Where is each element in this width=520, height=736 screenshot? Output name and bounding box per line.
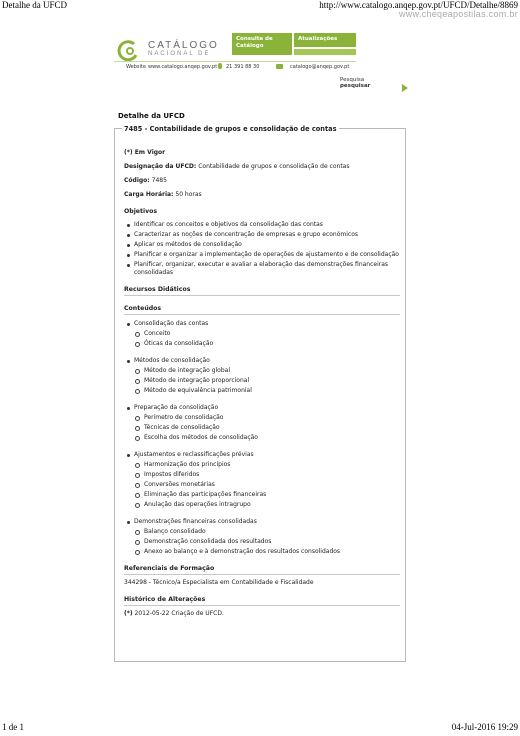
website-label: Website	[126, 64, 146, 70]
list-item: Identificar os conceitos e objetivos da consolidação das contas	[124, 221, 400, 229]
search-label: Pesquisa	[340, 77, 365, 83]
objetivos-heading: Objetivos	[124, 208, 158, 215]
list-item: Impostos diferidos	[124, 471, 400, 479]
designacao-field	[124, 163, 400, 171]
list-item: Demonstração consolidada dos resultados	[124, 538, 400, 546]
status-badge: (*) Em Vigor	[124, 149, 166, 156]
tab-placeholder[interactable]	[294, 49, 356, 55]
email-icon	[276, 64, 283, 69]
conteudo-topic	[124, 451, 400, 509]
list-item: Óticas da consolidação	[124, 340, 400, 348]
topic-title: Ajustamentos e reclassificações prévias	[124, 451, 400, 459]
conteudo-topic	[124, 320, 400, 348]
list-item: Método de equivalência patrimonial	[124, 387, 400, 395]
topic-title: Consolidação das contas	[124, 320, 400, 328]
list-item: Harmonização dos princípios	[124, 461, 400, 469]
carga-label: Carga Horária:	[124, 191, 174, 198]
list-item: Conversões monetárias	[124, 481, 400, 489]
designacao-value: Contabilidade de grupos e consolidação de contas	[198, 163, 350, 170]
list-item: Conceito	[124, 330, 400, 338]
conteudo-topic	[124, 518, 400, 556]
print-title: Detalhe da UFCD	[2, 0, 67, 10]
historico-heading: Histórico de Alterações	[124, 596, 400, 606]
list-item: Anexo ao balanço e à demonstração dos resultados consolidados	[124, 548, 400, 556]
codigo-value: 7485	[151, 177, 167, 184]
email-link[interactable]: catalogo@anqep.gov.pt	[290, 64, 350, 70]
conteudo-topic	[124, 357, 400, 395]
historico-mark: (*)	[124, 610, 133, 617]
page-title: Detalhe da UFCD	[118, 112, 185, 120]
phone-number: 21 391 88 30	[226, 64, 260, 70]
designacao-label: Designação da UFCD:	[124, 163, 197, 170]
list-item: Escolha dos métodos de consolidação	[124, 434, 400, 442]
tab-atualizacoes[interactable]: Atualizações	[294, 33, 356, 47]
list-item: Planificar, organizar, executar e avaliar a elaboração das demonstrações financeiras consolidadas	[124, 261, 400, 277]
list-item: Técnicas de consolidação	[124, 424, 400, 432]
carga-value: 50 horas	[175, 191, 202, 198]
list-item: Eliminação das participações financeiras	[124, 491, 400, 499]
objetivos-list	[124, 221, 400, 277]
topic-title: Demonstrações financeiras consolidadas	[124, 518, 400, 526]
codigo-label: Código:	[124, 177, 150, 184]
historico-entry	[124, 610, 400, 618]
list-item: Aplicar os métodos de consolidação	[124, 241, 400, 249]
ufcd-panel	[114, 125, 406, 662]
historico-text: Criação de UFCD.	[171, 610, 224, 617]
search-box	[340, 77, 370, 89]
topic-title: Métodos de consolidação	[124, 357, 400, 365]
brand-line-1: CATÁLOGO	[148, 40, 219, 51]
ufcd-legend: 7485 - Contabilidade de grupos e consolidação de contas	[124, 125, 337, 133]
list-item: Método de integração proporcional	[124, 377, 400, 385]
brand-line-2: NACIONAL DE	[148, 51, 211, 57]
carga-field	[124, 191, 400, 199]
codigo-field	[124, 177, 400, 185]
arrow-right-icon[interactable]	[402, 84, 408, 92]
site-banner	[114, 33, 356, 73]
print-url: http://www.catalogo.anqep.gov.pt/UFCD/Detalhe/8869	[319, 0, 518, 10]
historico-date: 2012-05-22	[134, 610, 170, 617]
list-item: Caracterizar as noções de concentração de empresas e grupo económicos	[124, 231, 400, 239]
print-datetime: 04-Jul-2016 19:29	[451, 722, 518, 732]
list-item: Planificar e organizar a implementação de operações de ajustamento e de consolidação	[124, 251, 400, 259]
catalogo-logo-icon	[116, 39, 142, 63]
ufcd-content	[124, 149, 400, 618]
conteudos-heading: Conteúdos	[124, 305, 400, 315]
tab-consulta-catalogo[interactable]: Consulta de Catálogo	[232, 33, 292, 55]
list-item: Anulação das operações intragrupo	[124, 501, 400, 509]
watermark: www.cheqeapostilas.com.br	[398, 9, 518, 19]
list-item: Balanço consolidado	[124, 528, 400, 536]
website-link[interactable]: www.catalogo.anqep.gov.pt	[148, 64, 218, 70]
recursos-heading: Recursos Didáticos	[124, 286, 400, 296]
referenciais-heading: Referenciais de Formação	[124, 565, 400, 575]
conteudo-topic	[124, 404, 400, 442]
topic-title: Preparação da consolidação	[124, 404, 400, 412]
list-item: Método de integração global	[124, 367, 400, 375]
phone-icon	[218, 63, 222, 69]
search-link[interactable]: pesquisar	[340, 83, 371, 89]
list-item: Perímetro de consolidação	[124, 414, 400, 422]
contact-row	[114, 61, 356, 72]
page-number: 1 de 1	[2, 722, 24, 732]
print-footer	[0, 722, 520, 734]
referencial-value: 344298 - Técnico/a Especialista em Contabilidade e Fiscalidade	[124, 579, 314, 586]
